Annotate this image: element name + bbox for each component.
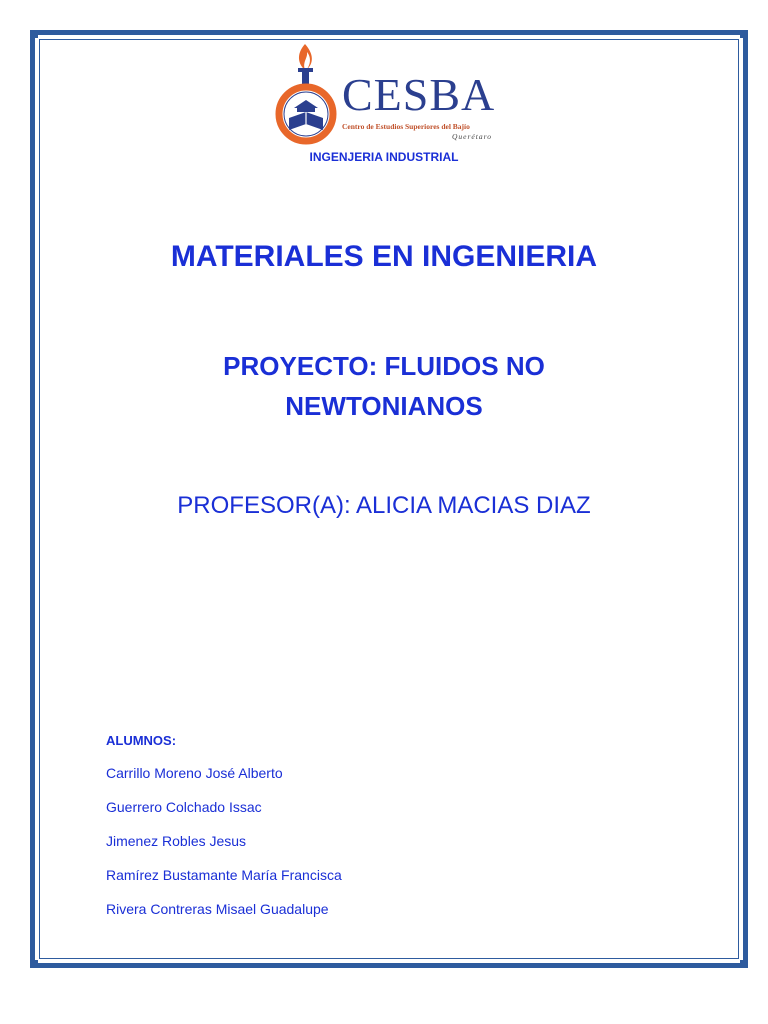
program-name: INGENJERIA INDUSTRIAL (309, 150, 459, 164)
project-title-line-1: PROYECTO: FLUIDOS NO (223, 351, 545, 381)
torch-emblem-icon (272, 42, 342, 150)
professor-name: PROFESOR(A): ALICIA MACIAS DIAZ (177, 492, 591, 519)
course-title: MATERIALES EN INGENIERIA (170, 240, 598, 273)
student-name: Ramírez Bustamante María Francisca (106, 867, 342, 883)
project-title (0, 346, 768, 426)
cesba-logo (272, 42, 502, 150)
logo-city: Querétaro (452, 132, 492, 141)
student-name: Carrillo Moreno José Alberto (106, 765, 283, 781)
logo-subtitle: Centro de Estudios Superiores del Bajío (342, 122, 470, 131)
border-corner (740, 30, 748, 38)
border-corner (30, 960, 38, 968)
student-name: Guerrero Colchado Issac (106, 799, 262, 815)
logo-wordmark: CESBA (342, 69, 496, 120)
project-title-line-2: NEWTONIANOS (285, 391, 483, 421)
students-section (106, 733, 342, 934)
border-corner (740, 960, 748, 968)
student-name: Jimenez Robles Jesus (106, 833, 247, 849)
students-label: ALUMNOS: (106, 733, 177, 748)
border-corner (30, 30, 38, 38)
student-name: Rivera Contreras Misael Guadalupe (106, 901, 329, 917)
